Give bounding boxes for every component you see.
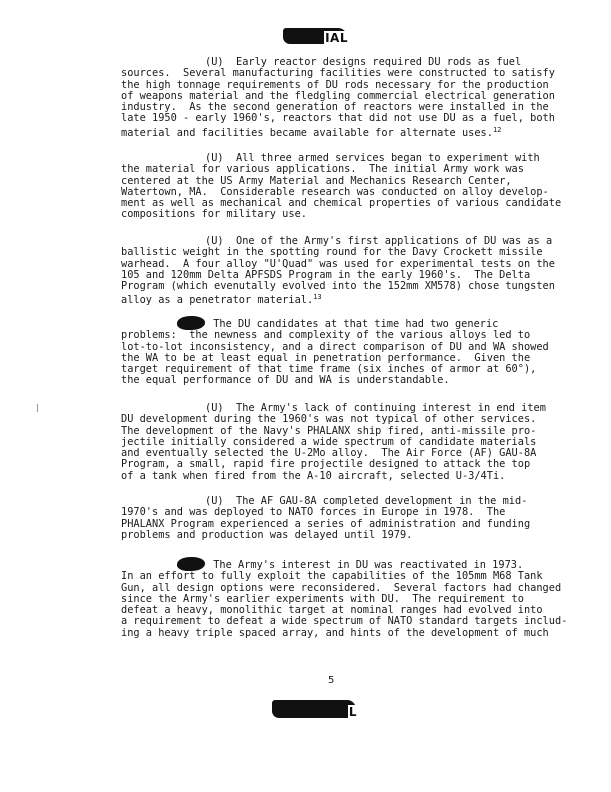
paragraph-line: (U) Early reactor designs required DU rods as fuel — [205, 56, 522, 68]
paragraph-line: Program (which evenutally evolved into the 152mm XM578) chose tungsten — [121, 280, 555, 293]
paragraph-line: (U) All three armed services began to experiment with — [205, 152, 540, 164]
paragraph-line: (U) The Army's lack of continuing interest in end item — [205, 402, 546, 414]
paragraph-7 — [121, 557, 568, 639]
footer-redaction — [272, 700, 356, 718]
paragraph-line: since the Army's earlier experiments with DU. The requirement to — [121, 592, 524, 605]
header-classification-marking — [283, 28, 347, 44]
paragraph-line: the material for various applications. The initial Army work was — [121, 163, 524, 176]
redaction-mark — [177, 316, 205, 330]
paragraph-line: sources. Several manufacturing facilities were constructed to satisfy — [121, 67, 555, 80]
paragraph-line: of weapons material and the fledgling commercial electrical generation — [121, 89, 555, 102]
paragraph-line: the equal performance of DU and WA is understandable. — [121, 374, 450, 387]
paragraph-line: material and facilities became available for alternate uses. — [121, 126, 493, 139]
paragraph-5 — [121, 403, 551, 482]
paragraph-line: The development of the Navy's PHALANX ship fired, anti-missile pro- — [121, 424, 537, 437]
paragraph-line: Program, a small, rapid fire projectile designed to attack the top — [121, 458, 531, 471]
paragraph-line: a requirement to defeat a wide spectrum of NATO standard targets includ- — [121, 615, 568, 628]
paragraph-line: ballistic weight in the spotting round for the Davy Crockett missile — [121, 246, 543, 259]
paragraph-line: ment as well as mechanical and chemical properties of various candidate — [121, 197, 562, 210]
page-number: 5 — [328, 675, 335, 686]
paragraph-line: compositions for military use. — [121, 208, 307, 221]
paragraph-1 — [121, 56, 555, 139]
paragraph-line: problems and production was delayed until 1979. — [121, 528, 413, 541]
margin-mark — [37, 404, 38, 412]
paragraph-line: the WA to be at least equal in penetration performance. Given the — [121, 351, 531, 364]
paragraph-line: problems: the newness and complexity of the various alloys led to — [121, 329, 531, 342]
footer-classification-text: L — [348, 705, 357, 719]
paragraph-4 — [121, 316, 551, 387]
paragraph-line: target requirement of that time frame (six inches of armor at 60°), — [121, 363, 537, 376]
paragraph-line: PHALANX Program experienced a series of administration and funding — [121, 517, 531, 530]
paragraph-line: ing a heavy triple spaced array, and hints of the development of much — [121, 626, 549, 639]
paragraph-line: In an effort to fully exploit the capabilities of the 105mm M68 Tank — [121, 570, 543, 583]
footnote-ref: 12 — [492, 125, 502, 134]
footer-classification-marking — [272, 700, 356, 718]
paragraph-line: The DU candidates at that time had two generic — [213, 318, 499, 330]
paragraph-line: DU development during the 1960's was not typical of other services. — [121, 413, 537, 426]
paragraph-line: Gun, all design options were reconsidered. Several factors had changed — [121, 581, 562, 594]
paragraph-line: jectile initially considered a wide spectrum of candidate materials — [121, 435, 537, 448]
paragraph-2 — [121, 152, 562, 221]
paragraph-line: lot-to-lot inconsistency, and a direct comparison of DU and WA showed — [121, 340, 549, 353]
paragraph-line: late 1950 - early 1960's, reactors that did not use DU as a fuel, both — [121, 112, 555, 125]
redaction-mark — [177, 557, 205, 571]
paragraph-line: and eventually selected the U-2Mo alloy. The Air Force (AF) GAU-8A — [121, 447, 537, 460]
paragraph-line: alloy as a penetrator material. — [121, 294, 314, 307]
paragraph-line: The Army's interest in DU was reactivated in 1973. — [213, 559, 524, 571]
paragraph-6 — [121, 496, 551, 541]
paragraph-line: 1970's and was deployed to NATO forces in Europe in 1978. The — [121, 506, 506, 519]
paragraph-line: of a tank when fired from the A-10 aircraft, selected U-3/4Ti. — [121, 469, 506, 482]
paragraph-line: industry. As the second generation of reactors were installed in the — [121, 101, 549, 114]
header-classification-text: IAL — [325, 31, 348, 45]
paragraph-line: Watertown, MA. Considerable research was conducted on alloy develop- — [121, 185, 549, 198]
paragraph-line: warhead. A four alloy "U'Quad" was used for experimental tests on the — [121, 257, 555, 270]
paragraph-line: 105 and 120mm Delta APFSDS Program in the early 1960's. The Delta — [121, 268, 531, 281]
paragraph-3 — [121, 235, 555, 307]
paragraph-line: centered at the US Army Material and Mechanics Research Center, — [121, 174, 512, 187]
paragraph-line: (U) One of the Army's first applications of DU was as a — [205, 235, 553, 247]
paragraph-line: defeat a heavy, monolithic target at nominal ranges had evolved into — [121, 604, 543, 617]
footnote-ref: 13 — [313, 293, 322, 302]
paragraph-line: the high tonnage requirements of DU rods necessary for the production — [121, 78, 549, 91]
paragraph-line: (U) The AF GAU-8A completed development in the mid- — [205, 495, 528, 507]
